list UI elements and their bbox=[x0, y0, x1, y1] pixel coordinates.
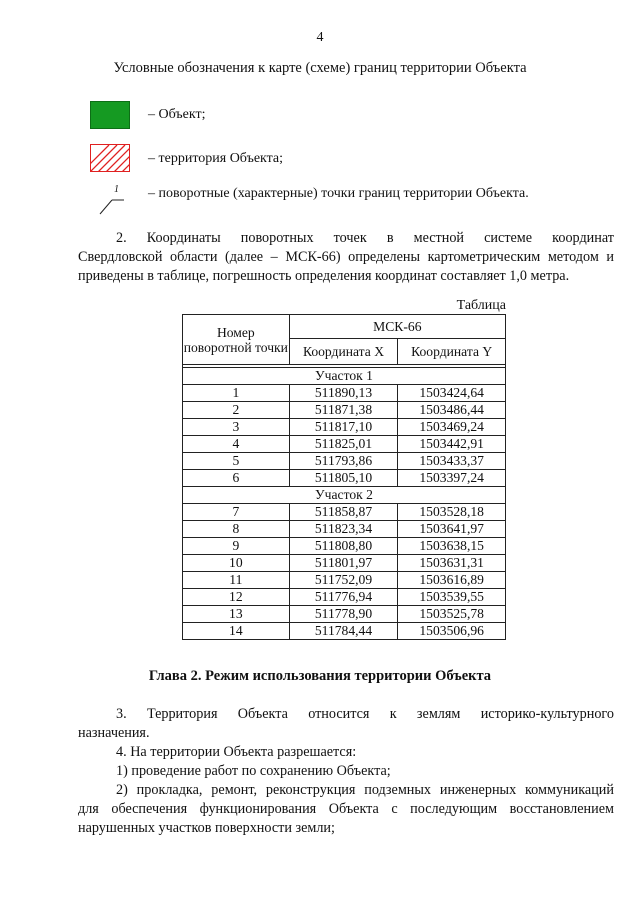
list-item-2-line-3: нарушенных участков поверхности земли; bbox=[78, 820, 335, 836]
paragraph-3-line-2: назначения. bbox=[78, 725, 150, 741]
red-hatch-swatch-icon bbox=[90, 144, 130, 172]
table-row bbox=[183, 419, 506, 436]
coordinate-y-cell: 1503641,97 bbox=[398, 521, 506, 538]
coordinate-x-cell: 511808,80 bbox=[289, 538, 398, 555]
coordinate-y-cell: 1503528,18 bbox=[398, 504, 506, 521]
turning-point-marker-icon bbox=[96, 186, 130, 216]
section-title: Участок 1 bbox=[183, 368, 506, 385]
paragraph-3-line-1: 3. Территория Объекта относится к землям историко-культурного bbox=[116, 706, 614, 722]
coordinate-x-cell: 511752,09 bbox=[289, 572, 398, 589]
point-number-cell: 5 bbox=[183, 453, 290, 470]
point-number-cell: 4 bbox=[183, 436, 290, 453]
table-section-row bbox=[183, 487, 506, 504]
legend-item-turning-points bbox=[90, 184, 610, 214]
table-row bbox=[183, 521, 506, 538]
green-fill-swatch-icon bbox=[90, 101, 130, 129]
coordinate-y-cell: 1503506,96 bbox=[398, 623, 506, 640]
coordinate-y-cell: 1503638,15 bbox=[398, 538, 506, 555]
coordinate-x-cell: 511778,90 bbox=[289, 606, 398, 623]
chapter-title: Глава 2. Режим использования территории Объекта bbox=[148, 668, 492, 684]
table-row bbox=[183, 436, 506, 453]
list-item-1: 1) проведение работ по сохранению Объекта; bbox=[116, 763, 391, 779]
header-point-number: Номер поворотной точки bbox=[183, 315, 290, 365]
coordinate-y-cell: 1503433,37 bbox=[398, 453, 506, 470]
table-caption: Таблица bbox=[456, 298, 506, 313]
table-row bbox=[183, 589, 506, 606]
table-body bbox=[183, 368, 506, 640]
point-number-cell: 2 bbox=[183, 402, 290, 419]
table-row bbox=[183, 623, 506, 640]
point-number-cell: 11 bbox=[183, 572, 290, 589]
point-number-cell: 14 bbox=[183, 623, 290, 640]
coordinate-y-cell: 1503424,64 bbox=[398, 385, 506, 402]
coordinate-y-cell: 1503539,55 bbox=[398, 589, 506, 606]
legend-label-turning-points: – поворотные (характерные) точки границ территории Объекта. bbox=[148, 186, 529, 201]
coordinate-x-cell: 511871,38 bbox=[289, 402, 398, 419]
coordinate-y-cell: 1503486,44 bbox=[398, 402, 506, 419]
coordinate-y-cell: 1503525,78 bbox=[398, 606, 506, 623]
point-number-cell: 12 bbox=[183, 589, 290, 606]
point-number-cell: 7 bbox=[183, 504, 290, 521]
coordinate-x-cell: 511823,34 bbox=[289, 521, 398, 538]
point-number-cell: 10 bbox=[183, 555, 290, 572]
table-section-row bbox=[183, 368, 506, 385]
point-number-cell: 8 bbox=[183, 521, 290, 538]
list-item-2-line-2: для обеспечения функционирования Объекта с последующим восстановлением bbox=[78, 801, 614, 817]
coordinate-x-cell: 511784,44 bbox=[289, 623, 398, 640]
coordinate-x-cell: 511793,86 bbox=[289, 453, 398, 470]
legend-item-object bbox=[90, 101, 610, 131]
coordinate-y-cell: 1503631,31 bbox=[398, 555, 506, 572]
legend-item-territory bbox=[90, 144, 610, 174]
coordinate-x-cell: 511776,94 bbox=[289, 589, 398, 606]
paragraph-2-line-1: 2. Координаты поворотных точек в местной системе координат bbox=[116, 230, 614, 246]
point-number-cell: 9 bbox=[183, 538, 290, 555]
legend-label-object: – Объект; bbox=[148, 107, 206, 122]
section-title: Участок 2 bbox=[183, 487, 506, 504]
coordinate-y-cell: 1503616,89 bbox=[398, 572, 506, 589]
table-row bbox=[183, 453, 506, 470]
table-row bbox=[183, 555, 506, 572]
point-number-cell: 6 bbox=[183, 470, 290, 487]
paragraph-4: 4. На территории Объекта разрешается: bbox=[116, 744, 357, 760]
page-number: 4 bbox=[316, 30, 324, 45]
table-row bbox=[183, 470, 506, 487]
table-row bbox=[183, 385, 506, 402]
header-coordinate-y: Координата Y bbox=[398, 339, 506, 365]
table-row bbox=[183, 538, 506, 555]
coordinate-y-cell: 1503469,24 bbox=[398, 419, 506, 436]
coordinate-x-cell: 511825,01 bbox=[289, 436, 398, 453]
coordinate-x-cell: 511801,97 bbox=[289, 555, 398, 572]
point-number-cell: 3 bbox=[183, 419, 290, 436]
list-item-2-line-1: 2) прокладка, ремонт, реконструкция подземных инженерных коммуникаций bbox=[116, 782, 614, 798]
paragraph-2-body: Свердловской области (далее – МСК-66) определены картометрическим методом и приведены в таблице, погрешность определения координат составляет 1,0 метра. bbox=[78, 249, 614, 284]
point-number-cell: 13 bbox=[183, 606, 290, 623]
coordinate-y-cell: 1503397,24 bbox=[398, 470, 506, 487]
coordinate-y-cell: 1503442,91 bbox=[398, 436, 506, 453]
table-row bbox=[183, 504, 506, 521]
coordinate-x-cell: 511817,10 bbox=[289, 419, 398, 436]
coordinates-table bbox=[182, 314, 506, 640]
turning-point-marker-label: 1 bbox=[114, 184, 119, 195]
table-row bbox=[183, 606, 506, 623]
legend-title: Условные обозначения к карте (схеме) границ территории Объекта bbox=[113, 60, 527, 76]
point-number-cell: 1 bbox=[183, 385, 290, 402]
coordinate-x-cell: 511805,10 bbox=[289, 470, 398, 487]
coordinate-x-cell: 511858,87 bbox=[289, 504, 398, 521]
legend-label-territory: – территория Объекта; bbox=[148, 151, 284, 166]
coordinate-x-cell: 511890,13 bbox=[289, 385, 398, 402]
header-coordinate-system: МСК-66 bbox=[289, 315, 505, 339]
table-row bbox=[183, 572, 506, 589]
header-coordinate-x: Координата X bbox=[289, 339, 398, 365]
table-row bbox=[183, 402, 506, 419]
